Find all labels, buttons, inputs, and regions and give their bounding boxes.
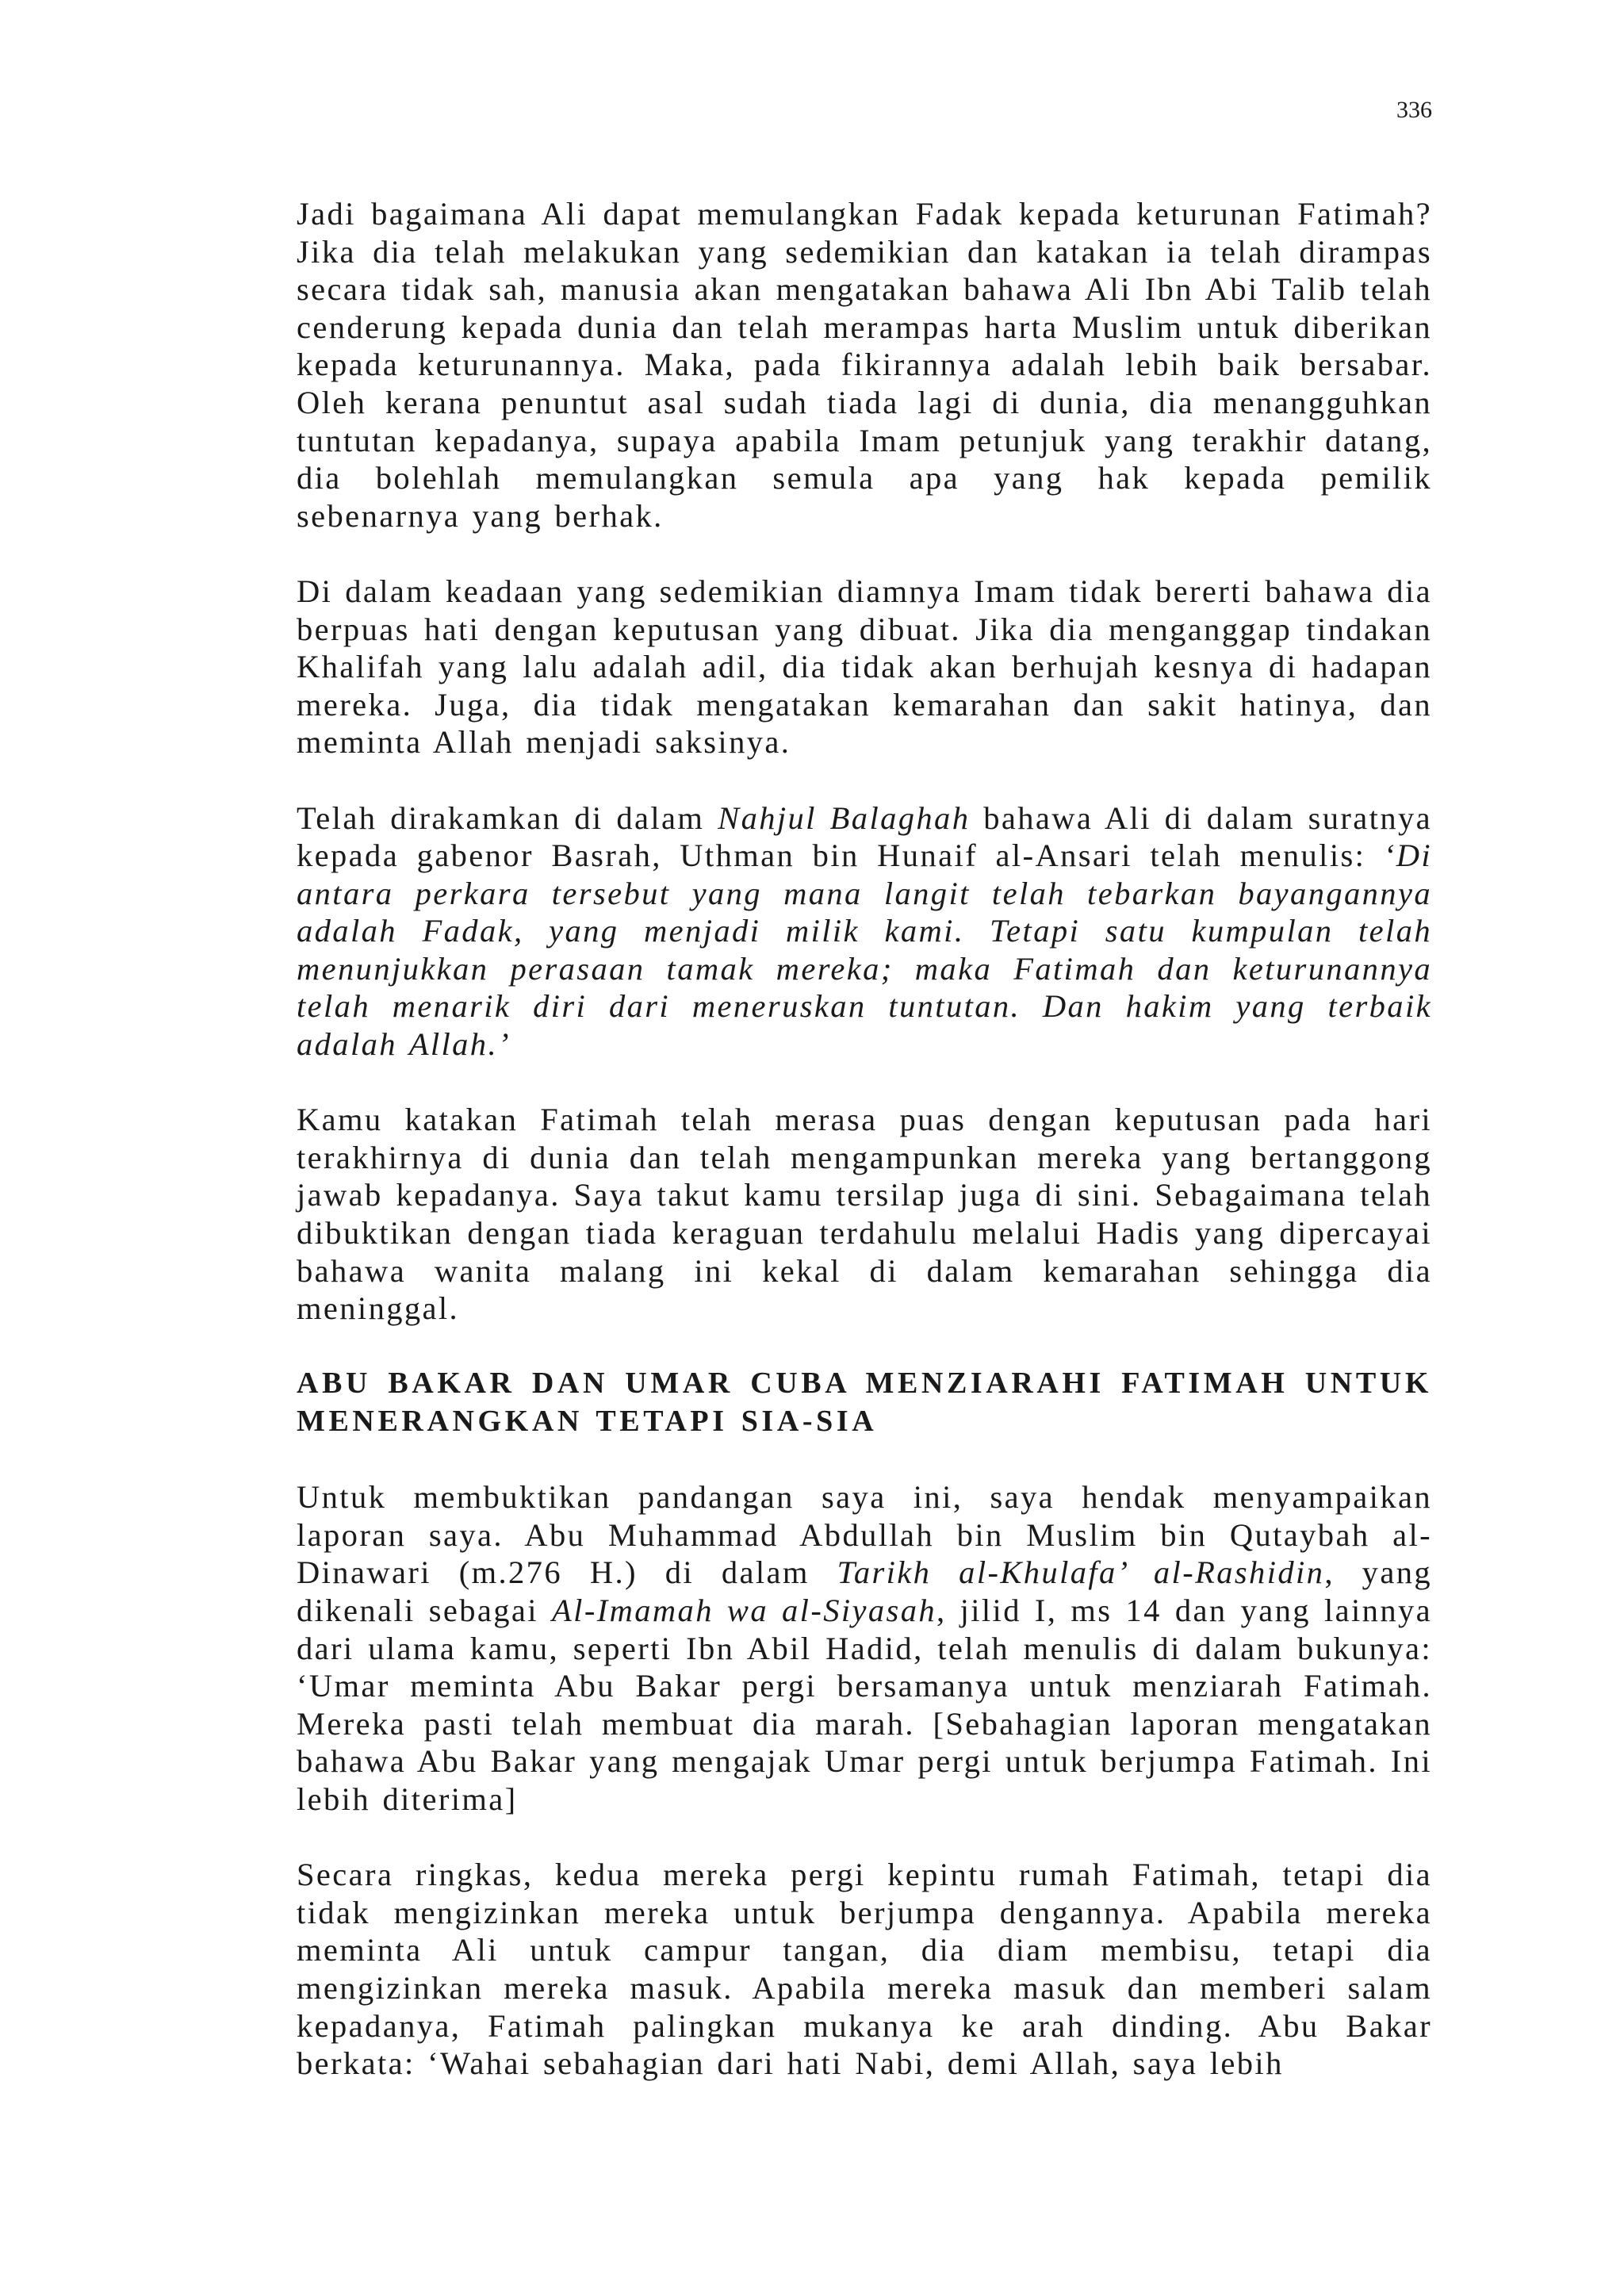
page-content [297, 195, 1432, 2120]
italic-text: Nahjul Balaghah [718, 799, 971, 836]
body-paragraph [297, 1101, 1432, 1328]
paragraph-text: Secara ringkas, kedua mereka pergi kepintu rumah Fatimah, tetapi dia tidak mengizinkan mereka untuk berjumpa dengannya. Apabila mereka meminta Ali untuk campur tangan, dia diam membisu, tetapi dia mengizinkan mereka masuk. Apabila mereka masuk dan memberi salam kepadanya, Fatimah palingkan mukanya ke arah dinding. Abu Bakar berkata: ‘Wahai sebahagian dari hati Nabi, demi Allah, saya lebih [297, 1857, 1432, 2082]
italic-text: Tarikh al-Khulafa’ al-Rashidin [837, 1554, 1325, 1591]
italic-text: Al-Imamah wa al-Siyasah [552, 1592, 937, 1628]
body-paragraph [297, 799, 1432, 1064]
paragraph-text: Jadi bagaimana Ali dapat memulangkan Fadak kepada keturunan Fatimah? Jika dia telah melakukan yang sedemikian dan katakan ia telah dirampas secara tidak sah, manusia akan mengatakan bahawa Ali Ibn Abi Talib telah cenderung kepada dunia dan telah merampas harta Muslim untuk diberikan kepada keturunannya. Maka, pada fikirannya adalah lebih baik bersabar. Oleh kerana penuntut asal sudah tiada lagi di dunia, dia menangguhkan tuntutan kepadanya, supaya apabila Imam petunjuk yang terakhir datang, dia bolehlah memulangkan semula apa yang hak kepada pemilik sebenarnya yang berhak. [297, 196, 1432, 534]
paragraph-text: Kamu katakan Fatimah telah merasa puas dengan keputusan pada hari terakhirnya di dunia dan telah mengampunkan mereka yang bertanggong jawab kepadanya. Saya takut kamu tersilap juga di sini. Sebagaimana telah dibuktikan dengan tiada keraguan terdahulu melalui Hadis yang dipercayai bahawa wanita malang ini kekal di dalam kemarahan sehingga dia meninggal. [297, 1102, 1432, 1327]
paragraph-text: , jilid I, ms 14 dan yang lainnya dari ulama kamu, seperti Ibn Abil Hadid, telah menulis di dalam bukunya: ‘Umar meminta Abu Bakar pergi bersamanya untuk menziarah Fatimah. Mereka pasti telah membuat dia marah. [Sebahagian laporan mengatakan bahawa Abu Bakar yang mengajak Umar pergi untuk berjumpa Fatimah. Ini lebih diterima] [297, 1592, 1433, 1817]
body-paragraph [297, 573, 1432, 761]
paragraph-text: Untuk membuktikan pandangan saya ini, saya hendak menyampaikan laporan saya. Abu Muhammad Abdullah bin Muslim bin Qutaybah al-Dinawari (m.276 H.) di dalam [297, 1479, 1432, 1591]
paragraphs-before-heading [297, 195, 1432, 1328]
page-number: 336 [1396, 97, 1432, 123]
paragraphs-after-heading [297, 1478, 1432, 2083]
paragraph-text: , yang dikenali sebagai [297, 1554, 1432, 1628]
paragraph-text: Di dalam keadaan yang sedemikian diamnya Imam tidak bererti bahawa dia berpuas hati dengan keputusan yang dibuat. Jika dia menganggap tindakan Khalifah yang lalu adalah adil, dia tidak akan berhujah kesnya di hadapan mereka. Juga, dia tidak mengatakan kemarahan dan sakit hatinya, dan meminta Allah menjadi saksinya. [297, 573, 1432, 761]
paragraph-text: Telah dirakamkan di dalam [297, 799, 718, 836]
body-paragraph [297, 1478, 1432, 1818]
body-paragraph [297, 195, 1432, 535]
paragraph-text: bahawa Ali di dalam suratnya kepada gabenor Basrah, Uthman bin Hunaif al-Ansari telah menulis: [297, 799, 1432, 874]
section-heading: ABU BAKAR DAN UMAR CUBA MENZIARAHI FATIMAH UNTUK MENERANGKAN TETAPI SIA-SIA [297, 1366, 1432, 1438]
body-paragraph [297, 1856, 1432, 2083]
italic-text: ‘Di antara perkara tersebut yang mana langit telah tebarkan bayangannya adalah Fadak, yang menjadi milik kami. Tetapi satu kumpulan telah menunjukkan perasaan tamak mereka; maka Fatimah dan keturunannya telah menarik diri dari meneruskan tuntutan. Dan hakim yang terbaik adalah Allah.’ [297, 838, 1432, 1063]
